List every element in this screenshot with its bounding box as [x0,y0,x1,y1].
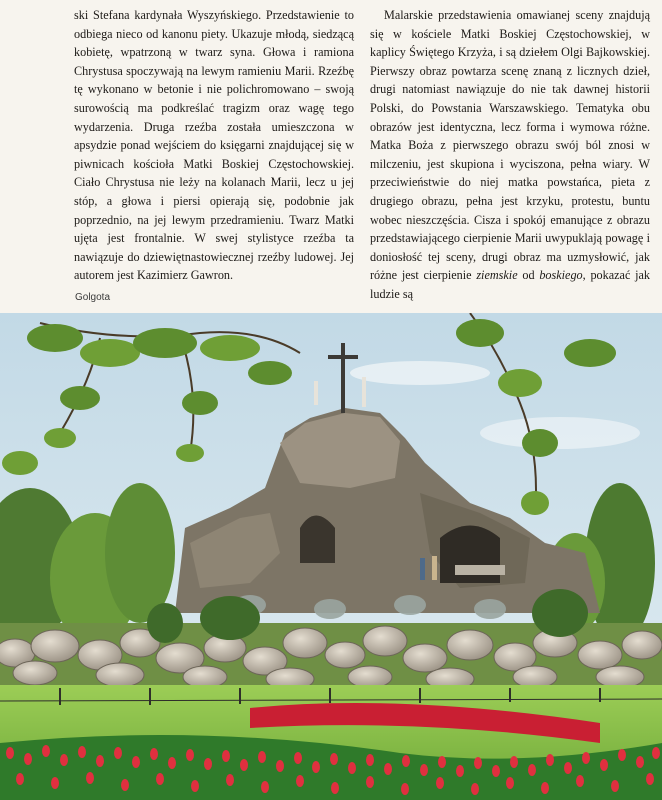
right-paragraph-end: , pokazać jak ludzie są [370,268,651,301]
right-text-column [370,6,650,304]
left-paragraph: ski Stefana kardynała Wyszyńskiego. Przedstawienie to odbiega nieco od kanonu piety. Ukazuje młodą, siedzącą kobietę, wpatrzoną w twarz syna. Głowa i ramiona Chrystusa spoczywają na lewym ramieniu Marii. Rzeźbę tę wykonano w betonie i nie polichromowano – swoją surowością ma podkreślać tragizm oraz wagę tego wydarzenia. Druga rzeźba została umieszczona w apsydzie ponad wejściem do księgarni znajdującej się w piwnicach kościoła Matki Boskiej Częstochowskiej. Ciało Chrystusa nie leży na kolanach Marii, lecz u jej stóp, a głowa i piersi opierają się, podobnie jak poprzednio, na jej lewym przedramieniu. Twarz Matki ujęta jest frontalnie. W swej stylistyce rzeźba ta nawiązuje do dziewiętnastowiecznej rzeźby ludowej. Jej autorem jest Kazimierz Gawron. [74,8,354,283]
left-text-column [74,6,354,285]
right-paragraph [370,6,650,304]
golgota-illustration [0,313,662,800]
emphasis-boskiego: boskiego [539,268,583,283]
right-paragraph-start: Malarskie przedstawienia omawianej sceny znajdują się w kościele Matki Boskiej Częstochowskiej, w kaplicy Świętego Krzyża, i są dziełem Olgi Bajkowskiej. Pierwszy obraz powtarza scenę znaną z licznych dzieł, drugi natomiast nawiązuje do nie tak dawnej historii Polski, do Powstania Warszawskiego. Tematyka obu obrazów jest identyczna, lecz forma i wymowa różne. Matka Boża z pierwszego obrazu swój ból znosi w milczeniu, jest skupiona i wyciszona, pełna wiary. W przeciwieństwie do niej matka powstańca, pieta z drugiego obrazu, pełna jest krzyku, protestu, buntu wobec nieszczęścia. Cisza i spokój emanujące z obrazu przedstawiającego cierpienie Marii uwypuklają powagę i doniosłość tej sceny, drugi obraz ma uzmysłowić, jak różne jest cierpienie [370,8,650,283]
right-paragraph-middle: od [517,268,540,283]
photo-caption: Golgota [75,292,111,303]
golgota-photo [0,313,662,800]
emphasis-ziemskie: ziemskie [476,268,518,283]
